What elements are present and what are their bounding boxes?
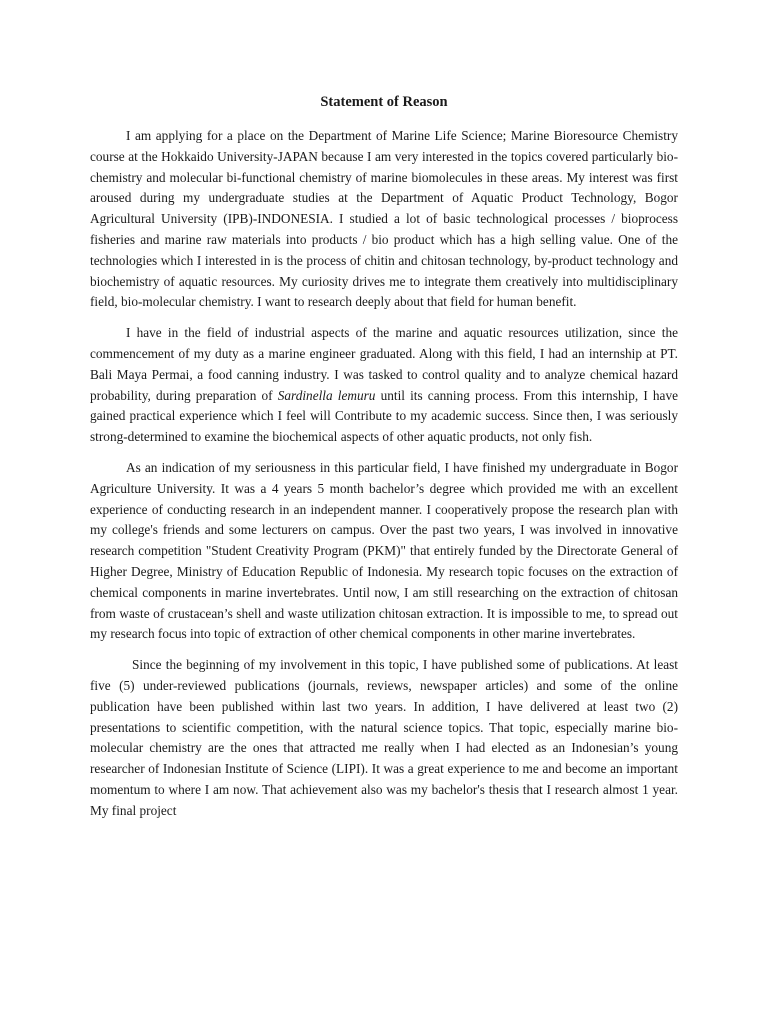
paragraph-4: Since the beginning of my involvement in this topic, I have published some of publications. At least five (5) under-reviewed publications (journals, reviews, newspaper articles) and some of the online publication have been published within last two years. In addition, I have delivered at least two (2) presentations to scientific competition, with the natural science topics. That topic, especially marine bio-molecular chemistry are the ones that attracted me really when I had elected as an Indonesian’s young researcher of Indonesian Institute of Science (LIPI). It was a great experience to me and become an important momentum to where I am now. That achievement also was my bachelor's thesis that I research almost 1 year. My final project — [90, 657, 678, 818]
paragraph-3: As an indication of my seriousness in this particular field, I have finished my undergraduate in Bogor Agriculture University. It was a 4 years 5 month bachelor’s degree which provided me with an excellent experience of conducting research in an independent manner. I cooperatively propose the research plan with my college's friends and some lecturers on campus. Over the past two years, I was involved in innovative research competition "Student Creativity Program (PKM)" that entirely funded by the Directorate General of Higher Degree, Ministry of Education Republic of Indonesia. My research topic focuses on the extraction of chemical components in marine invertebrates. Until now, I am still researching on the extraction of chitosan from waste of crustacean’s shell and waste utilization chitosan extraction. It is impossible to me, to spread out my research focus into topic of extraction of other chemical components in other marine invertebrates. — [90, 459, 678, 642]
paragraph-1: I am applying for a place on the Department of Marine Life Science; Marine Bioresource Chemistry course at the Hokkaido University-JAPAN because I am very interested in the topics covered particularly bio-chemistry and molecular bi-functional chemistry of marine biomolecules in these areas. My interest was first aroused during my undergraduate studies at the Department of Aquatic Product Technology, Bogor Agricultural University (IPB)-INDONESIA. I studied a lot of basic technological processes / bioprocess fisheries and marine raw materials into products / bio product which has a high selling value. One of the technologies which I interested in is the process of chitin and chitosan technology, by-product technology and biochemistry of aquatic resources. My curiosity drives me to integrate them creatively into multidisciplinary field, bio-molecular chemistry. I want to research deeply about that field for human benefit. — [90, 128, 678, 310]
document-page — [90, 92, 678, 832]
species-name: Sardinella lemuru — [277, 387, 376, 403]
paragraph-2 — [90, 323, 678, 448]
paragraph-2-text-before: I have in the field of industrial aspects of the marine and aquatic resources utilization, since the commencement of my duty as a marine engineer graduated. Along with this field, I had an internship at PT. Bali Maya Permai, a food canning industry. I was tasked to control quality and to analyze chemical hazard probability, during preparation of — [90, 325, 678, 403]
paragraph-2-text-after: until its canning process. From this internship, I have gained practical experience which I feel will Contribute to my academic success. Since then, I was seriously strong-determined to examine the biochemical aspects of other aquatic products, not only fish. — [90, 387, 678, 445]
document-title: Statement of Reason — [320, 94, 448, 110]
